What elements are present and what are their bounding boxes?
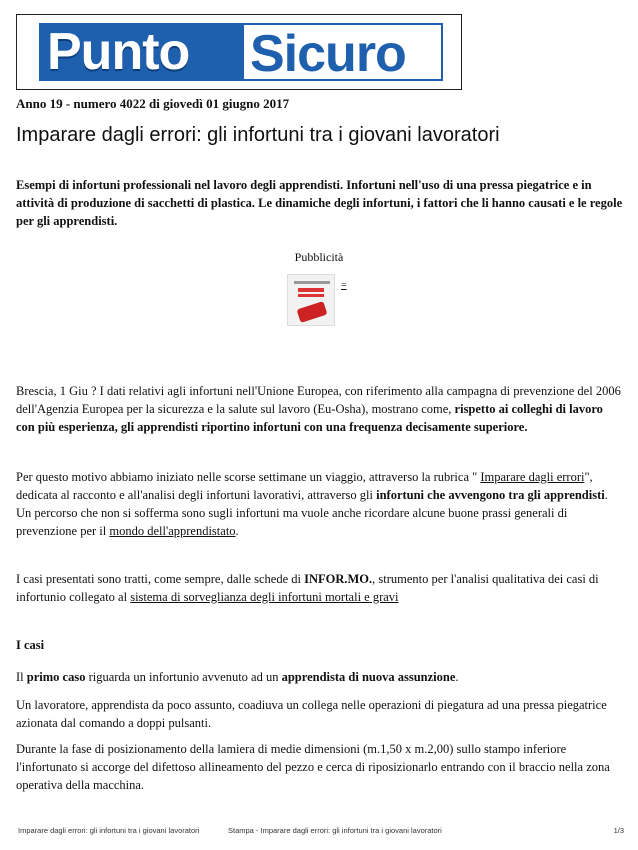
link-mondo-apprendistato[interactable]: mondo dell'apprendistato xyxy=(109,524,236,538)
paragraph-text: . xyxy=(235,524,239,538)
heading-text: I casi xyxy=(16,638,45,652)
paragraph-rubrica xyxy=(16,468,624,540)
logo-box xyxy=(16,14,462,90)
issue-line: Anno 19 - numero 4022 di giovedì 01 giugno 2017 xyxy=(16,96,290,111)
footer-middle: Stampa - Imparare dagli errori: gli infortuni tra i giovani lavoratori xyxy=(228,826,442,835)
paragraph-text: , strumento per l'analisi qualitativa dei casi di infortunio collegato al xyxy=(16,572,599,604)
paragraph-intro xyxy=(16,382,624,436)
paragraph-bold: primo caso xyxy=(26,670,86,684)
logo-part-sicuro: Sicuro xyxy=(244,23,443,81)
paragraph-text: Per questo motivo abbiamo iniziato nelle scorse settimane un viaggio, attraverso la rubrica " xyxy=(16,470,481,484)
ad-link[interactable]: = xyxy=(341,280,347,291)
paragraph-posizionamento: Durante la fase di posizionamento della lamiera di medie dimensioni (m.1,50 x m.2,00) sullo stampo inferiore l'infortunato si accorge del difettoso allineamento del pezzo e cerca di riposizionarlo entrando con il braccio nella zona operativa della macchina. xyxy=(16,742,610,792)
paragraph-bold: infortuni che avvengono tra gli apprendisti xyxy=(376,488,605,502)
page-footer xyxy=(0,826,638,840)
footer-left: Imparare dagli errori: gli infortuni tra i giovani lavoratori xyxy=(18,826,200,835)
paragraph-text: . xyxy=(455,670,459,684)
logo-part-punto: Punto xyxy=(39,23,244,81)
paragraph-primo-caso xyxy=(16,668,624,686)
paragraph-text: Brescia, 1 Giu ? I dati relativi agli infortuni nell'Unione Europea, con riferimento alla campagna di prevenzione del 2006 dell'Agenzia Europea per la sicurezza e la salute sul lavoro (Eu-Osha), mostrano come, xyxy=(16,384,621,416)
section-heading-casi xyxy=(16,636,624,654)
ad-book-image[interactable] xyxy=(287,274,335,326)
article-title: Imparare dagli errori: gli infortuni tra i giovani lavoratori xyxy=(16,124,500,146)
paragraph-informo xyxy=(16,570,624,606)
punto-sicuro-logo xyxy=(39,23,443,81)
paragraph-text: . Un percorso che non si sofferma sono sugli infortuni ma vuole anche ricordare alcune buone prassi generali di prevenzione per il xyxy=(16,488,608,538)
paragraph-lavoratore: Un lavoratore, apprendista da poco assunto, coadiuva un collega nelle operazioni di piegatura ad una pressa piegatrice azionata dal comando a doppi pulsanti. xyxy=(16,698,607,730)
ad-label: Pubblicità xyxy=(294,250,344,264)
paragraph-text: Il xyxy=(16,670,27,684)
paragraph-text: riguarda un infortunio avvenuto ad un xyxy=(85,670,282,684)
paragraph-bold: INFOR.MO. xyxy=(304,572,373,586)
paragraph-text: ", dedicata al racconto e all'analisi degli infortuni lavorativi, attraverso gli xyxy=(16,470,593,502)
footer-page-number: 1/3 xyxy=(613,826,624,835)
paragraph-bold: apprendista di nuova assunzione xyxy=(281,670,456,684)
link-sistema-sorveglianza[interactable]: sistema di sorveglianza degli infortuni mortali e gravi xyxy=(130,590,399,604)
paragraph-text: I casi presentati sono tratti, come sempre, dalle schede di xyxy=(16,572,305,586)
link-imparare-dagli-errori[interactable]: Imparare dagli errori xyxy=(480,470,585,484)
article-lead: Esempi di infortuni professionali nel lavoro degli apprendisti. Infortuni nell'uso di una pressa piegatrice e in attività di produzione di sacchetti di plastica. Le dinamiche degli infortuni, i fattori che li hanno causati e le regole per gli apprendisti. xyxy=(16,178,623,228)
paragraph-bold: rispetto ai colleghi di lavoro con più esperienza, gli apprendisti riportino infortuni con una frequenza decisamente superiore. xyxy=(16,402,603,434)
